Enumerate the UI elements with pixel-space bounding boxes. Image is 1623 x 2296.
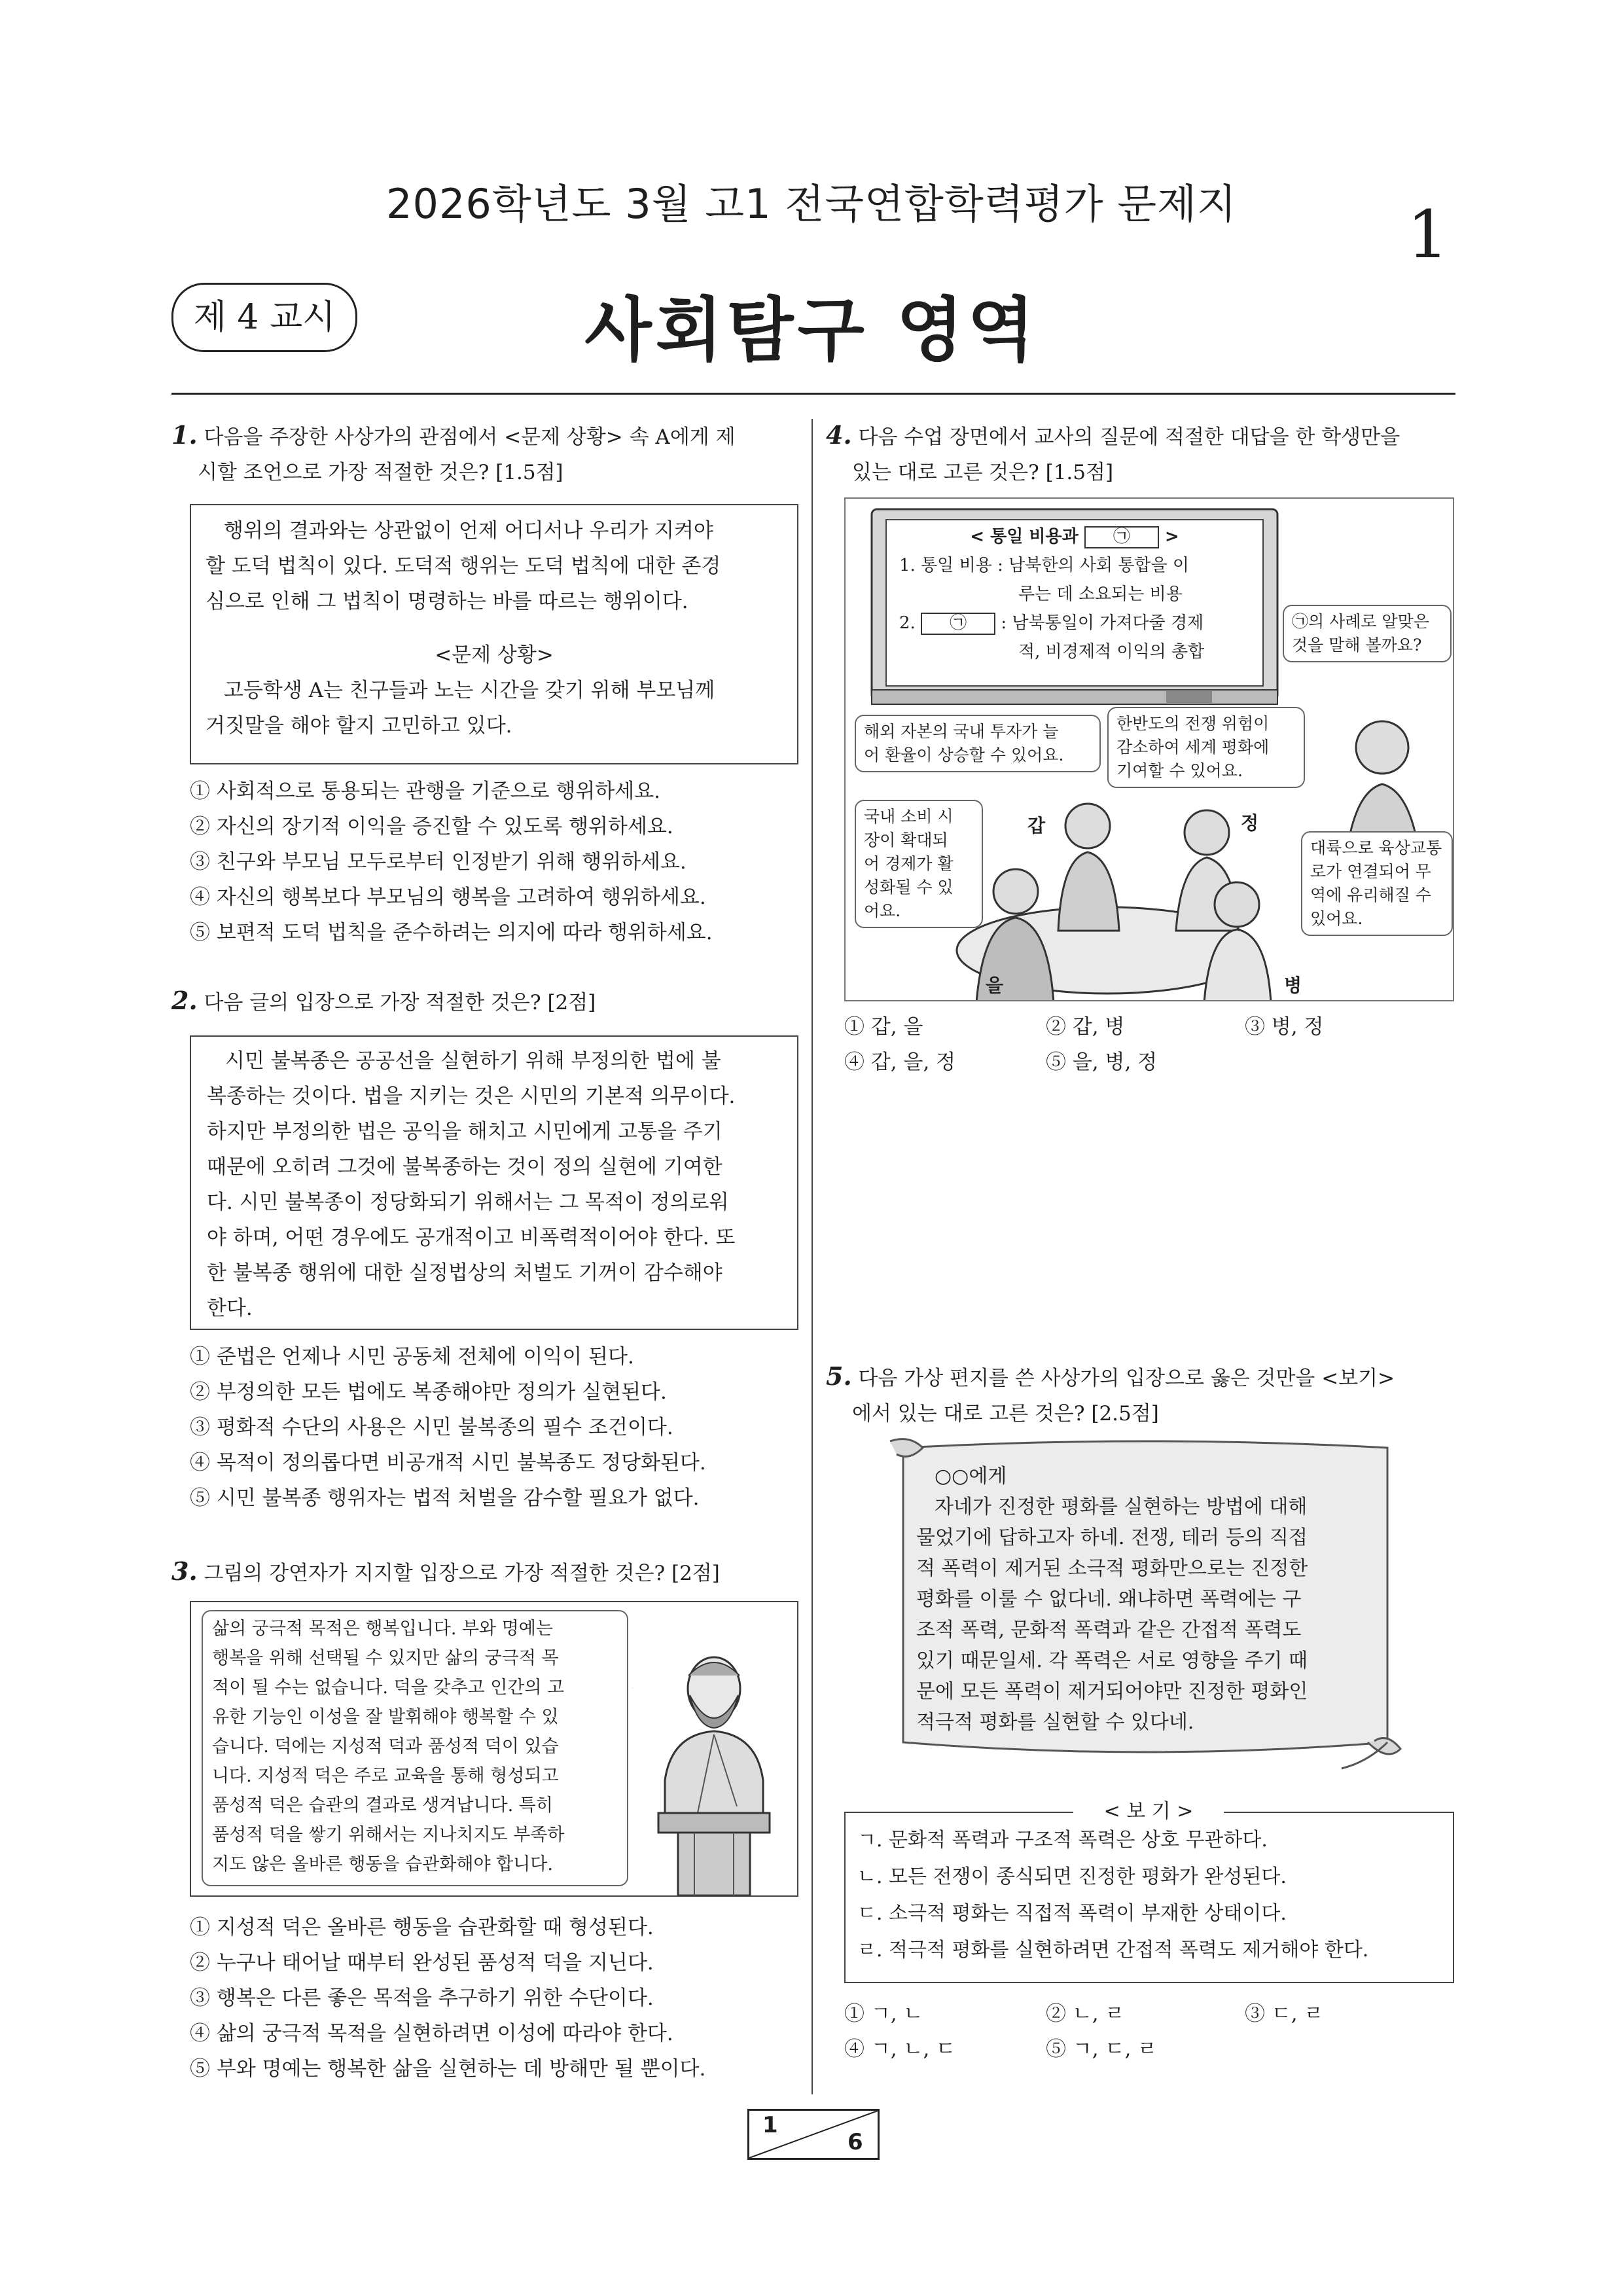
passage-line: 심으로 인해 그 법칙이 명령하는 바를 따르는 행위이다. bbox=[205, 590, 688, 613]
option-2[interactable]: ② ㄴ, ㄹ bbox=[1046, 2002, 1125, 2026]
question-stem: 다음 가상 편지를 쓴 사상가의 입장으로 옳은 것만을 <보기> bbox=[858, 1367, 1395, 1390]
option-5[interactable]: ⑤ 보편적 도덕 법칙을 준수하려는 의지에 따라 행위하세요. bbox=[190, 921, 713, 944]
passage-line: 복종하는 것이다. 법을 지키는 것은 시민의 기본적 의무이다. bbox=[207, 1085, 736, 1108]
option-3[interactable]: ③ 병, 정 bbox=[1245, 1015, 1324, 1039]
bubble-line: 해외 자본의 국내 투자가 늘 bbox=[864, 722, 1059, 741]
bubble-line: 니다. 지성적 덕은 주로 교육을 통해 형성되고 bbox=[212, 1766, 559, 1786]
option-3[interactable]: ③ 행복은 다른 좋은 목적을 추구하기 위한 수단이다. bbox=[190, 1986, 654, 2010]
situation-heading: <문제 상황> bbox=[435, 643, 554, 667]
option-4[interactable]: ④ 목적이 정의롭다면 비공개적 시민 불복종도 정당화된다. bbox=[190, 1451, 706, 1475]
question-stem: 다음을 주장한 사상가의 관점에서 <문제 상황> 속 A에게 제 bbox=[204, 425, 736, 449]
bubble-line: 품성적 덕을 쌓기 위해서는 지나치지도 부족하 bbox=[212, 1825, 565, 1845]
bubble-line: 어요. bbox=[864, 901, 901, 920]
option-1[interactable]: ① 준법은 언제나 시민 공동체 전체에 이익이 된다. bbox=[190, 1345, 634, 1369]
option-4[interactable]: ④ 삶의 궁극적 목적을 실현하려면 이성에 따라야 한다. bbox=[190, 2022, 673, 2045]
question-5 bbox=[826, 1359, 1454, 1431]
passage-line: 때문에 오히려 그것에 불복종하는 것이 정의 실현에 기여한 bbox=[207, 1155, 722, 1179]
question-stem: 에서 있는 대로 고른 것은? [2.5점] bbox=[852, 1402, 1159, 1426]
option-4[interactable]: ④ 자신의 행복보다 부모님의 행복을 고려하여 행위하세요. bbox=[190, 886, 706, 909]
speech-bubble-lecturer bbox=[202, 1610, 628, 1886]
question-stem: 그림의 강연자가 지지할 입장으로 가장 적절한 것은? [2점] bbox=[204, 1562, 720, 1585]
student-label-gap: 갑 bbox=[1027, 815, 1046, 836]
board-row: 1. 통일 비용 : 남북한의 사회 통합을 이 bbox=[899, 556, 1190, 575]
header-divider bbox=[171, 393, 1455, 395]
passage-line: 시민 불복종은 공공선을 실현하기 위해 부정의한 법에 불 bbox=[225, 1049, 721, 1073]
option-1[interactable]: ① 지성적 덕은 올바른 행동을 습관화할 때 형성된다. bbox=[190, 1916, 654, 1939]
answer-options bbox=[190, 1910, 798, 2087]
subject-title: 사회탐구 영역 bbox=[584, 290, 1039, 370]
question-stem: 다음 글의 입장으로 가장 적절한 것은? [2점] bbox=[204, 991, 596, 1014]
letter-line: 있기 때문일세. 각 폭력은 서로 영향을 주기 때 bbox=[916, 1649, 1308, 1672]
bubble-line: 어 경제가 활 bbox=[864, 854, 954, 873]
letter-line: 문에 모든 폭력이 제거되어야만 진정한 평화인 bbox=[916, 1680, 1308, 1703]
bubble-line: 로가 연결되어 무 bbox=[1310, 862, 1431, 881]
speech-bubble-eul bbox=[855, 800, 983, 928]
letter-text bbox=[916, 1461, 1374, 1738]
bogi-box bbox=[844, 1812, 1454, 1983]
bubble-line: ㉠의 사례로 알맞은 bbox=[1292, 612, 1429, 631]
page-indicator bbox=[747, 2109, 880, 2160]
option-2[interactable]: ② 부정의한 모든 법에도 복종해야만 정의가 실현된다. bbox=[190, 1380, 667, 1404]
question-2 bbox=[171, 983, 800, 1020]
option-5[interactable]: ⑤ 부와 명예는 행복한 삶을 실현하는 데 방해만 될 뿐이다. bbox=[190, 2057, 706, 2081]
board-row: : 남북통일이 가져다줄 경제 bbox=[1001, 613, 1204, 633]
bogi-item: ㄱ. 문화적 폭력과 구조적 폭력은 상호 무관하다. bbox=[857, 1829, 1268, 1852]
bubble-line: 감소하여 세계 평화에 bbox=[1116, 738, 1270, 757]
philosopher-lecturer-illustration bbox=[632, 1649, 796, 1895]
bogi-title: < 보 기 > bbox=[1073, 1799, 1224, 1825]
student-label-byeong: 병 bbox=[1284, 975, 1302, 996]
option-5[interactable]: ⑤ 시민 불복종 행위자는 법적 처벌을 감수할 필요가 없다. bbox=[190, 1486, 700, 1510]
bubble-line: 있어요. bbox=[1310, 909, 1363, 928]
letter-line: 적극적 평화를 실현할 수 있다네. bbox=[916, 1711, 1194, 1734]
passage-line: 거짓말을 해야 할지 고민하고 있다. bbox=[205, 714, 512, 738]
bubble-line: 행복을 위해 선택될 수 있지만 삶의 궁극적 목 bbox=[212, 1648, 559, 1668]
question-stem: 있는 대로 고른 것은? [1.5점] bbox=[852, 461, 1114, 484]
passage-line: 야 하며, 어떤 경우에도 공개적이고 비폭력적이어야 한다. 또 bbox=[207, 1226, 736, 1249]
bubble-line: 삶의 궁극적 목적은 행복입니다. 부와 명예는 bbox=[212, 1619, 553, 1639]
board-row: 2. bbox=[899, 613, 916, 633]
letter-line: 물었기에 답하고자 하네. 전쟁, 테러 등의 직접 bbox=[916, 1526, 1308, 1549]
letter-line: 평화를 이룰 수 없다네. 왜냐하면 폭력에는 구 bbox=[916, 1588, 1302, 1611]
question-3 bbox=[171, 1554, 800, 1591]
bubble-line: 유한 기능인 이성을 잘 발휘해야 행복할 수 있 bbox=[212, 1707, 559, 1727]
question-number: 1. bbox=[171, 420, 198, 450]
question-stem: 다음 수업 장면에서 교사의 질문에 적절한 대답을 한 학생만을 bbox=[858, 425, 1400, 449]
bogi-item: ㄷ. 소극적 평화는 직접적 폭력이 부재한 상태이다. bbox=[857, 1902, 1287, 1925]
blank-box: ㉠ bbox=[921, 613, 995, 635]
exam-title: 2026학년도 3월 고1 전국연합학력평가 문제지 bbox=[386, 180, 1237, 228]
question-1 bbox=[171, 418, 800, 490]
question-number: 2. bbox=[171, 986, 198, 1015]
bubble-line: 국내 소비 시 bbox=[864, 807, 954, 826]
board-title: < 통일 비용과 bbox=[970, 527, 1079, 547]
passage-line: 한다. bbox=[207, 1297, 253, 1320]
period-badge: 제 4 교시 bbox=[171, 283, 357, 352]
speech-bubble-jeong bbox=[1107, 707, 1305, 788]
passage-line: 고등학생 A는 친구들과 노는 시간을 갖기 위해 부모님께 bbox=[224, 679, 715, 702]
answer-options bbox=[844, 1996, 1453, 2067]
bubble-line: 것을 말해 볼까요? bbox=[1292, 636, 1422, 655]
passage-line: 할 도덕 법칙이 있다. 도덕적 행위는 도덕 법칙에 대한 존경 bbox=[205, 554, 721, 578]
option-3[interactable]: ③ ㄷ, ㄹ bbox=[1245, 2002, 1324, 2026]
option-4[interactable]: ④ ㄱ, ㄴ, ㄷ bbox=[844, 2037, 956, 2061]
bubble-line: 적이 될 수는 없습니다. 덕을 갖추고 인간의 고 bbox=[212, 1677, 565, 1698]
speech-bubble-teacher bbox=[1283, 605, 1452, 662]
board-content bbox=[886, 520, 1263, 686]
letter-line: 적 폭력이 제거된 소극적 평화만으로는 진정한 bbox=[916, 1557, 1308, 1580]
bubble-line: 기여할 수 있어요. bbox=[1116, 761, 1243, 780]
board-row: 적, 비경제적 이익의 총합 bbox=[1018, 642, 1205, 662]
passage-line: 다. 시민 불복종이 정당화되기 위해서는 그 목적이 정의로워 bbox=[207, 1191, 729, 1214]
bubble-line: 성화될 수 있 bbox=[864, 878, 954, 897]
classroom-figure bbox=[844, 497, 1454, 1001]
option-1[interactable]: ① ㄱ, ㄴ bbox=[844, 2002, 923, 2026]
bogi-item: ㄴ. 모든 전쟁이 종식되면 진정한 평화가 완성된다. bbox=[857, 1865, 1287, 1888]
option-5[interactable]: ⑤ ㄱ, ㄷ, ㄹ bbox=[1046, 2037, 1158, 2061]
option-2[interactable]: ② 갑, 병 bbox=[1046, 1015, 1125, 1039]
passage-box bbox=[190, 504, 798, 764]
option-4[interactable]: ④ 갑, 을, 정 bbox=[844, 1050, 956, 1074]
page-number: 1 bbox=[1407, 196, 1449, 273]
passage-line: 행위의 결과와는 상관없이 언제 어디서나 우리가 지켜야 bbox=[224, 519, 713, 543]
passage-line: 하지만 부정의한 법은 공익을 해치고 시민에게 고통을 주기 bbox=[207, 1120, 722, 1143]
option-3[interactable]: ③ 친구와 부모님 모두로부터 인정받기 위해 행위하세요. bbox=[190, 850, 687, 874]
option-1[interactable]: ① 갑, 을 bbox=[844, 1015, 923, 1039]
option-3[interactable]: ③ 평화적 수단의 사용은 시민 불복종의 필수 조건이다. bbox=[190, 1416, 673, 1439]
blank-box: ㉠ bbox=[1084, 526, 1159, 548]
question-number: 3. bbox=[171, 1556, 198, 1586]
option-5[interactable]: ⑤ 을, 병, 정 bbox=[1046, 1050, 1158, 1074]
bubble-line: 품성적 덕은 습관의 결과로 생겨납니다. 특히 bbox=[212, 1795, 553, 1816]
question-4 bbox=[826, 418, 1454, 490]
total-pages: 6 bbox=[847, 2129, 863, 2155]
letter-line: 조적 폭력, 문화적 폭력과 같은 간접적 폭력도 bbox=[916, 1619, 1302, 1641]
bubble-line: 지도 않은 올바른 행동을 습관화해야 합니다. bbox=[212, 1854, 553, 1874]
option-2[interactable]: ② 자신의 장기적 이익을 증진할 수 있도록 행위하세요. bbox=[190, 815, 673, 838]
current-page: 1 bbox=[762, 2112, 778, 2138]
letter-salutation: ○○에게 bbox=[935, 1465, 1007, 1488]
speech-bubble-byeong bbox=[1301, 831, 1453, 936]
question-number: 5. bbox=[826, 1361, 852, 1391]
option-1[interactable]: ① 사회적으로 통용되는 관행을 기준으로 행위하세요. bbox=[190, 780, 660, 803]
column-divider bbox=[812, 419, 813, 2094]
board-title: > bbox=[1164, 527, 1179, 547]
option-2[interactable]: ② 누구나 태어날 때부터 완성된 품성적 덕을 지닌다. bbox=[190, 1951, 654, 1975]
answer-options bbox=[190, 1339, 798, 1516]
bubble-line: 역에 유리해질 수 bbox=[1310, 886, 1431, 905]
passage-line: 한 불복종 행위에 대한 실정법상의 처벌도 기꺼이 감수해야 bbox=[207, 1261, 722, 1285]
board-row: 루는 데 소요되는 비용 bbox=[1018, 584, 1183, 604]
student-label-jeong: 정 bbox=[1241, 812, 1259, 834]
student-label-eul: 을 bbox=[986, 975, 1004, 996]
answer-options bbox=[190, 774, 798, 950]
bubble-line: 한반도의 전쟁 위험이 bbox=[1116, 714, 1270, 733]
bubble-line: 습니다. 덕에는 지성적 덕과 품성적 덕이 있습 bbox=[212, 1736, 559, 1757]
bogi-item: ㄹ. 적극적 평화를 실현하려면 간접적 폭력도 제거해야 한다. bbox=[857, 1939, 1369, 1962]
answer-options bbox=[844, 1009, 1453, 1080]
question-stem: 시할 조언으로 가장 적절한 것은? [1.5점] bbox=[198, 461, 563, 484]
bubble-line: 대륙으로 육상교통 bbox=[1310, 838, 1442, 857]
speech-bubble-gap bbox=[855, 715, 1101, 772]
question-number: 4. bbox=[826, 420, 852, 450]
bubble-line: 어 환율이 상승할 수 있어요. bbox=[864, 745, 1064, 764]
letter-line: 자네가 진정한 평화를 실현하는 방법에 대해 bbox=[935, 1496, 1308, 1518]
bubble-line: 장이 확대되 bbox=[864, 831, 948, 850]
passage-box bbox=[190, 1035, 798, 1330]
